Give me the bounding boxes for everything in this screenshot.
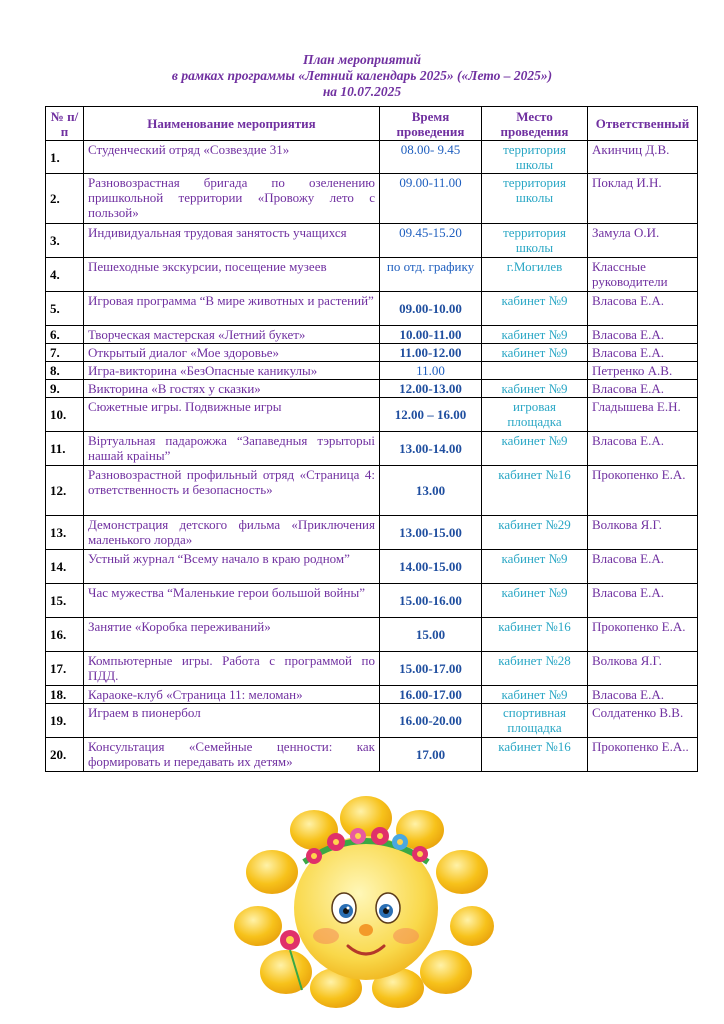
event-responsible: Прокопенко Е.А. xyxy=(588,466,698,516)
event-responsible: Власова Е.А. xyxy=(588,432,698,466)
event-time: 15.00-17.00 xyxy=(380,652,482,686)
table-row xyxy=(46,141,698,174)
event-responsible: Прокопенко Е.А. xyxy=(588,618,698,652)
table-row xyxy=(46,398,698,432)
event-place: игровая площадка xyxy=(482,398,588,432)
event-time: 08.00- 9.45 xyxy=(380,141,482,174)
event-place: территория школы xyxy=(482,174,588,224)
row-number: 4. xyxy=(46,258,84,292)
row-number: 2. xyxy=(46,174,84,224)
event-responsible: Волкова Я.Г. xyxy=(588,652,698,686)
table-header-row xyxy=(46,107,698,141)
events-table xyxy=(45,106,698,772)
row-number: 12. xyxy=(46,466,84,516)
event-responsible: Власова Е.А. xyxy=(588,550,698,584)
event-responsible: Поклад И.Н. xyxy=(588,174,698,224)
table-row xyxy=(46,362,698,380)
event-responsible: Замула О.И. xyxy=(588,224,698,258)
event-responsible: Волкова Я.Г. xyxy=(588,516,698,550)
row-number: 9. xyxy=(46,380,84,398)
row-number: 16. xyxy=(46,618,84,652)
event-name: Пешеходные экскурсии, посещение музеев xyxy=(84,258,380,292)
event-place: кабинет №28 xyxy=(482,652,588,686)
table-row xyxy=(46,344,698,362)
table-row xyxy=(46,704,698,738)
event-responsible: Власова Е.А. xyxy=(588,584,698,618)
event-name: Разновозрастной профильный отряд «Страница 4: ответственность и безопасность» xyxy=(84,466,380,516)
event-place: кабинет №9 xyxy=(482,432,588,466)
row-number: 3. xyxy=(46,224,84,258)
event-responsible: Гладышева Е.Н. xyxy=(588,398,698,432)
event-time: 10.00-11.00 xyxy=(380,326,482,344)
event-place xyxy=(482,362,588,380)
event-time: 15.00 xyxy=(380,618,482,652)
event-name: Игровая программа “В мире животных и растений” xyxy=(84,292,380,326)
smiling-sun-icon xyxy=(232,790,500,1008)
row-number: 8. xyxy=(46,362,84,380)
row-number: 5. xyxy=(46,292,84,326)
event-name: Караоке-клуб «Страница 11: меломан» xyxy=(84,686,380,704)
event-time: 11.00-12.00 xyxy=(380,344,482,362)
event-name: Консультация «Семейные ценности: как формировать и передавать их детям» xyxy=(84,738,380,772)
event-name: Игра-викторина «БезОпасные каникулы» xyxy=(84,362,380,380)
event-name: Устный журнал “Всему начало в краю родном” xyxy=(84,550,380,584)
table-body xyxy=(46,141,698,772)
header-place: Место проведения xyxy=(482,107,588,141)
event-responsible: Прокопенко Е.А.. xyxy=(588,738,698,772)
event-place: кабинет №9 xyxy=(482,344,588,362)
event-place: кабинет №16 xyxy=(482,618,588,652)
row-number: 14. xyxy=(46,550,84,584)
event-name: Творческая мастерская «Летний букет» xyxy=(84,326,380,344)
event-responsible: Солдатенко В.В. xyxy=(588,704,698,738)
header-resp: Ответственный xyxy=(588,107,698,141)
row-number: 1. xyxy=(46,141,84,174)
row-number: 19. xyxy=(46,704,84,738)
table-row xyxy=(46,380,698,398)
event-place: кабинет №29 xyxy=(482,516,588,550)
event-time: 13.00 xyxy=(380,466,482,516)
event-time: 14.00-15.00 xyxy=(380,550,482,584)
title-line-1: План мероприятий xyxy=(302,52,422,67)
event-place: кабинет №16 xyxy=(482,466,588,516)
event-name: Демонстрация детского фильма «Приключения маленького лорда» xyxy=(84,516,380,550)
event-name: Сюжетные игры. Подвижные игры xyxy=(84,398,380,432)
event-place: кабинет №16 xyxy=(482,738,588,772)
event-place: кабинет №9 xyxy=(482,326,588,344)
event-responsible: Власова Е.А. xyxy=(588,344,698,362)
event-time: по отд. графику xyxy=(380,258,482,292)
event-time: 09.00-10.00 xyxy=(380,292,482,326)
table-row xyxy=(46,292,698,326)
table-row xyxy=(46,686,698,704)
event-responsible: Акинчиц Д.В. xyxy=(588,141,698,174)
event-time: 11.00 xyxy=(380,362,482,380)
event-place: г.Могилев xyxy=(482,258,588,292)
table-row xyxy=(46,174,698,224)
row-number: 6. xyxy=(46,326,84,344)
event-responsible: Петренко А.В. xyxy=(588,362,698,380)
row-number: 11. xyxy=(46,432,84,466)
table-row xyxy=(46,466,698,516)
event-name: Віртуальная падарожжа “Запаведныя тэрыторыі нашай краіны” xyxy=(84,432,380,466)
event-name: Студенческий отряд «Созвездие 31» xyxy=(84,141,380,174)
row-number: 17. xyxy=(46,652,84,686)
event-time: 16.00-17.00 xyxy=(380,686,482,704)
event-time: 09.45-15.20 xyxy=(380,224,482,258)
title-line-3: на 10.07.2025 xyxy=(322,84,402,99)
row-number: 20. xyxy=(46,738,84,772)
event-time: 17.00 xyxy=(380,738,482,772)
event-time: 16.00-20.00 xyxy=(380,704,482,738)
event-place: кабинет №9 xyxy=(482,550,588,584)
table-row xyxy=(46,550,698,584)
event-time: 13.00-14.00 xyxy=(380,432,482,466)
event-time: 09.00-11.00 xyxy=(380,174,482,224)
header-name: Наименование мероприятия xyxy=(84,107,380,141)
event-name: Викторина «В гостях у сказки» xyxy=(84,380,380,398)
header-num: № п/п xyxy=(46,107,84,141)
event-name: Играем в пионербол xyxy=(84,704,380,738)
event-name: Открытый диалог «Мое здоровье» xyxy=(84,344,380,362)
event-place: территория школы xyxy=(482,224,588,258)
document-title xyxy=(0,52,724,100)
event-name: Занятие «Коробка переживаний» xyxy=(84,618,380,652)
event-place: территория школы xyxy=(482,141,588,174)
event-responsible: Власова Е.А. xyxy=(588,326,698,344)
header-time: Время проведения xyxy=(380,107,482,141)
table-row xyxy=(46,224,698,258)
table-row xyxy=(46,618,698,652)
event-responsible: Власова Е.А. xyxy=(588,686,698,704)
table-row xyxy=(46,326,698,344)
row-number: 15. xyxy=(46,584,84,618)
table-row xyxy=(46,432,698,466)
event-place: кабинет №9 xyxy=(482,292,588,326)
event-name: Компьютерные игры. Работа с программой по ПДД. xyxy=(84,652,380,686)
row-number: 13. xyxy=(46,516,84,550)
row-number: 10. xyxy=(46,398,84,432)
table-row xyxy=(46,258,698,292)
table-row xyxy=(46,516,698,550)
event-place: кабинет №9 xyxy=(482,380,588,398)
event-responsible: Власова Е.А. xyxy=(588,292,698,326)
event-time: 12.00-13.00 xyxy=(380,380,482,398)
event-name: Час мужества “Маленькие герои большой войны” xyxy=(84,584,380,618)
event-responsible: Классные руководители xyxy=(588,258,698,292)
event-responsible: Власова Е.А. xyxy=(588,380,698,398)
table-row xyxy=(46,652,698,686)
table-row xyxy=(46,738,698,772)
table-row xyxy=(46,584,698,618)
event-time: 12.00 – 16.00 xyxy=(380,398,482,432)
row-number: 7. xyxy=(46,344,84,362)
row-number: 18. xyxy=(46,686,84,704)
event-time: 13.00-15.00 xyxy=(380,516,482,550)
event-name: Индивидуальная трудовая занятость учащихся xyxy=(84,224,380,258)
event-place: кабинет №9 xyxy=(482,584,588,618)
event-place: кабинет №9 xyxy=(482,686,588,704)
event-time: 15.00-16.00 xyxy=(380,584,482,618)
event-name: Разновозрастная бригада по озеленению пришкольной территории «Провожу лето с пользой» xyxy=(84,174,380,224)
title-line-2: в рамках программы «Летний календарь 2025» («Лето – 2025») xyxy=(171,68,553,83)
event-place: спортивная площадка xyxy=(482,704,588,738)
